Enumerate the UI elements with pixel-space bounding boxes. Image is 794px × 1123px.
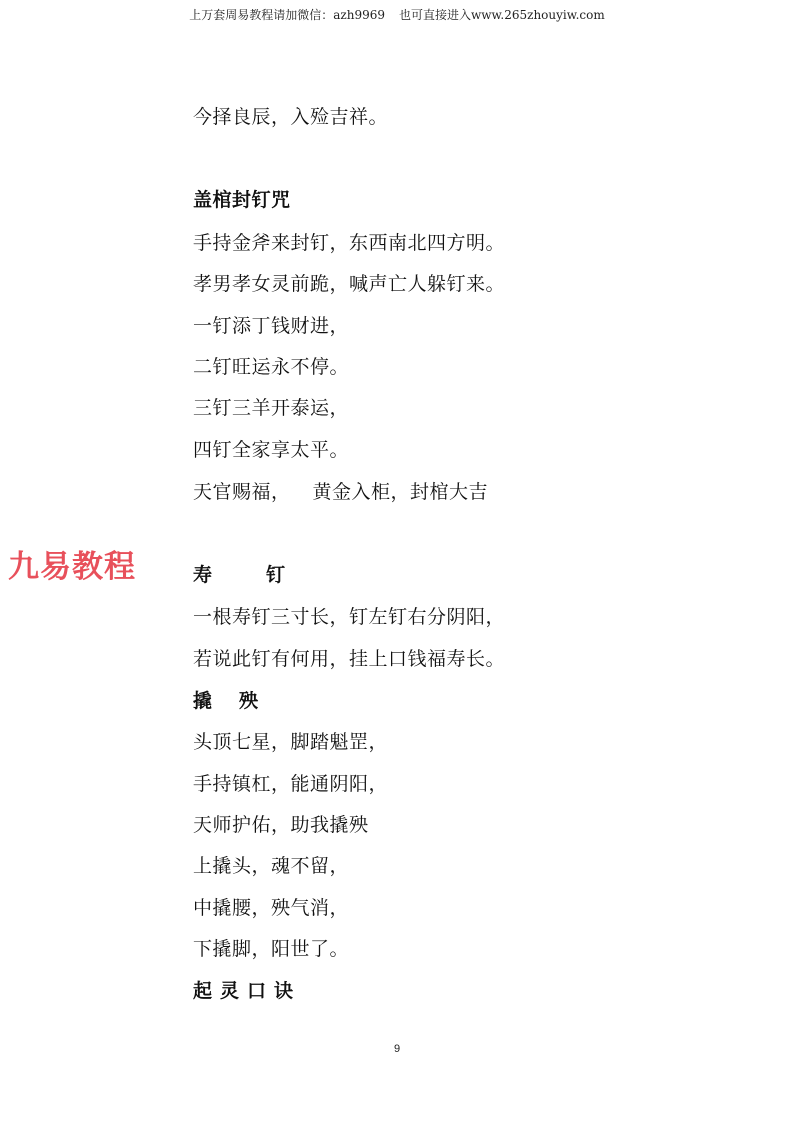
page-header xyxy=(0,6,794,23)
text-segment: 天官赐福， xyxy=(193,481,291,503)
section-heading: 盖棺封钉咒 xyxy=(193,189,291,211)
text-line: 手持镇杠，能通阴阳， xyxy=(193,773,389,795)
text-line: 今择良辰，入殓吉祥。 xyxy=(193,106,389,128)
watermark-logo: 九易教程 xyxy=(8,549,136,585)
section-heading: 撬殃 xyxy=(193,690,286,712)
text-line: 天师护佑，助我撬殃 xyxy=(193,814,369,836)
section-heading: 寿钉 xyxy=(193,564,340,586)
page-number: 9 xyxy=(393,1043,401,1055)
header-wechat-text: 上万套周易教程请加微信：azh9969 xyxy=(189,8,386,22)
text-line: 孝男孝女灵前跪，喊声亡人躲钉来。 xyxy=(193,273,506,295)
text-line: 上撬头，魂不留， xyxy=(193,855,350,877)
text-line xyxy=(193,479,488,505)
section-heading: 起灵口诀 xyxy=(193,980,302,1002)
text-line: 若说此钉有何用，挂上口钱福寿长。 xyxy=(193,648,506,670)
text-line: 一根寿钉三寸长，钉左钉右分阴阳， xyxy=(193,606,506,628)
text-line: 中撬腰，殃气消， xyxy=(193,897,350,919)
text-line: 二钉旺运永不停。 xyxy=(193,356,350,378)
header-website-text: 也可直接进入www.265zhouyiw.com xyxy=(399,8,605,22)
text-line: 三钉三羊开泰运， xyxy=(193,397,350,419)
text-line: 头顶七星，脚踏魁罡， xyxy=(193,731,389,753)
text-line: 手持金斧来封钉，东西南北四方明。 xyxy=(193,232,506,254)
text-line: 下撬脚，阳世了。 xyxy=(193,938,350,960)
text-line: 四钉全家享太平。 xyxy=(193,439,350,461)
text-segment: 黄金入柜，封棺大吉 xyxy=(312,481,489,503)
text-line: 一钉添丁钱财进， xyxy=(193,315,350,337)
